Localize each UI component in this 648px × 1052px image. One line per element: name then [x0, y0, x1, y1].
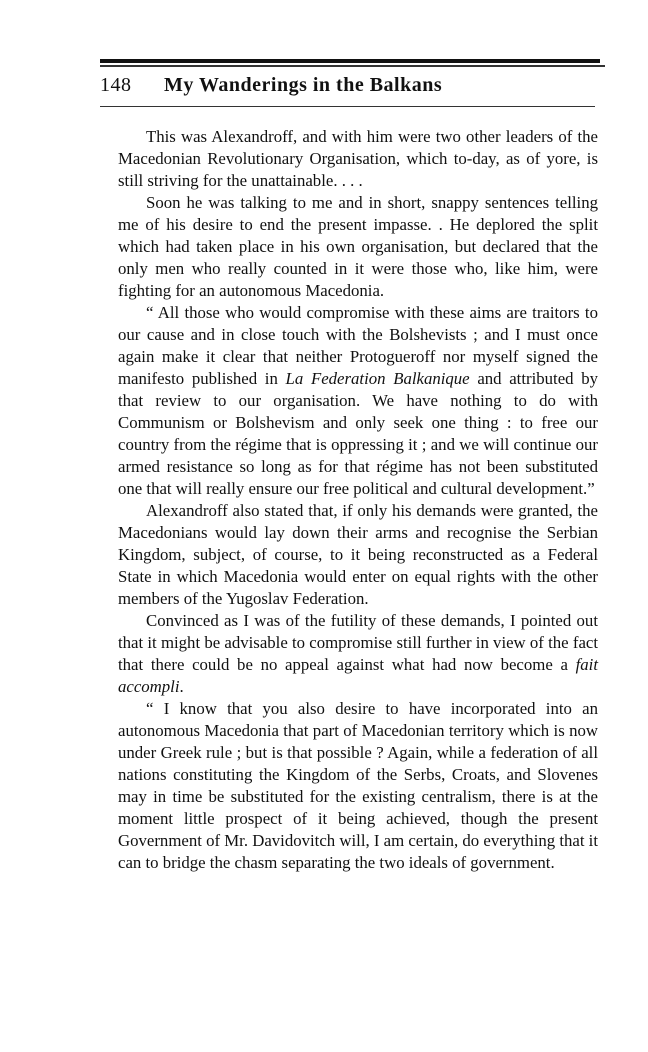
paragraph: Alexandroff also stated that, if only his demands were granted, the Macedonians would lay down their arms and recognise the Serbian Kingdom, subject, of course, to it being reconstructed as a Federal State in which Macedonia would enter on equal rights with the other members of the Yugoslav Federation. — [118, 501, 598, 608]
paragraph-text: “ All those who would compromise with these aims are traitors to our cause and in close touch with the Bolshevists ; and I must once again make it clear that neither Protogueroff nor myself signed the manifesto published in — [118, 303, 598, 388]
header-rule-thin — [100, 65, 605, 67]
paragraph: This was Alexandroff, and with him were two other leaders of the Macedonian Revolutionary Organisation, which to-day, as of yore, is still striving for the unattainable. . . . — [118, 127, 598, 190]
paragraph-text: and attributed by that review to our organisation. We have nothing to do with Communism or Bolshevism and only seek one thing : to free our country from the régime that is oppressing it ; and we will continue our armed resistance so long as for that régime has not been substituted one that will really ensure our free political and cultural development.” — [118, 369, 599, 498]
paragraph — [118, 302, 598, 500]
paragraph: Soon he was talking to me and in short, snappy sentences telling me of his desire to end the present impasse. . He deplored the split which had taken place in his own organisation, but declared that the only men who really counted in it were those who, like him, were fighting for an autonomous Macedonia. — [118, 193, 598, 300]
body-text — [118, 126, 598, 874]
paragraph-text: . — [179, 677, 184, 696]
publication-title: La Federation Balkanique — [285, 369, 470, 388]
paragraph: “ I know that you also desire to have incorporated into an autonomous Macedonia that part of Macedonian territory which is now under Greek rule ; but is that possible ? Again, while a federation of all nations constituting the Kingdom of the Serbs, Croats, and Slovenes may in time be substituted for the existing centralism, there is at the moment little prospect of it being achieved, though the present Government of Mr. Davidovitch will, I am certain, do everything that it can to bridge the chasm separating the two ideals of government. — [118, 699, 599, 872]
running-header — [100, 74, 600, 102]
paragraph-text: Convinced as I was of the futility of these demands, I pointed out that it might be advisable to compromise still further in view of the fact that there could be no appeal against what had now become a — [118, 611, 598, 674]
paragraph — [118, 610, 598, 698]
running-title: My Wanderings in the Balkans — [164, 74, 443, 96]
header-rule-bottom — [100, 106, 595, 107]
header-rule-thick — [100, 59, 600, 63]
page-number: 148 — [100, 74, 132, 96]
italic-phrase: fait accompli — [118, 655, 598, 696]
